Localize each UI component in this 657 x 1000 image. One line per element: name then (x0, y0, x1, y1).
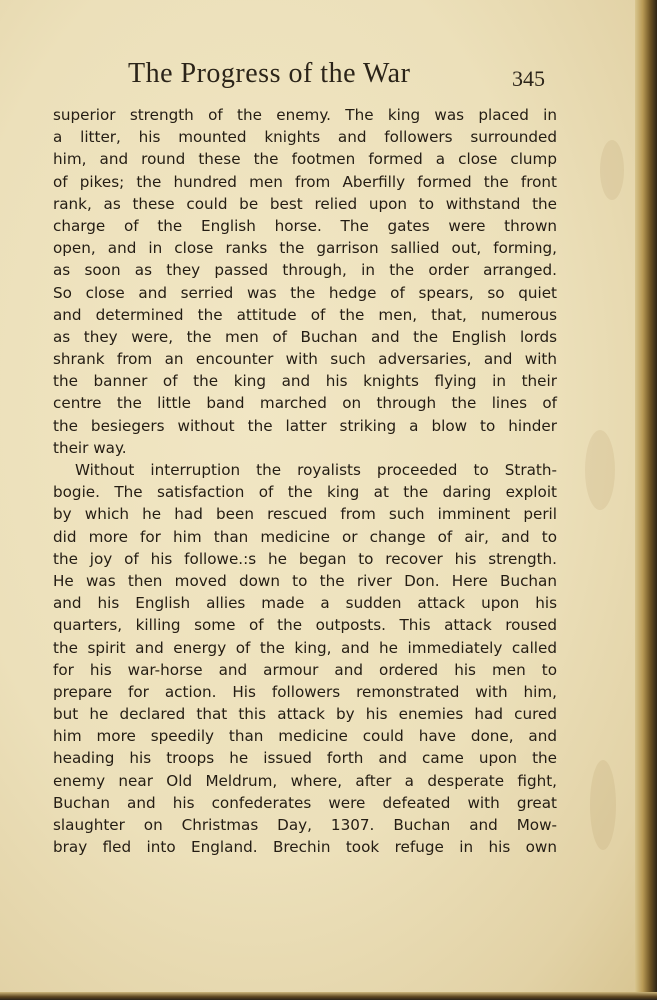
text-line: open, and in close ranks the garrison sallied out, forming, (53, 239, 557, 258)
text-line: bogie. The satisfaction of the king at the daring exploit (53, 483, 557, 502)
paper-stain (585, 430, 615, 510)
text-line: bray fled into England. Brechin took refuge in his own (53, 838, 557, 857)
paper-stain (600, 140, 624, 200)
text-line: the spirit and energy of the king, and he immediately called (53, 638, 557, 657)
text-line: Without interruption the royalists proceeded to Strath- (75, 461, 557, 479)
text-line: him, and round these the footmen formed a close clump (53, 150, 557, 169)
text-line: heading his troops he issued forth and came upon the (53, 749, 557, 768)
text-line: and his English allies made a sudden attack upon his (53, 594, 557, 613)
text-line: as they were, the men of Buchan and the English lords (53, 327, 557, 346)
text-line: charge of the English horse. The gates were thrown (53, 216, 557, 235)
paper-stain (590, 760, 616, 850)
paragraph-1 (53, 104, 557, 459)
text-line: enemy near Old Meldrum, where, after a desperate fight, (53, 771, 557, 790)
text-line: the banner of the king and his knights flying in their (53, 372, 557, 391)
text-line: centre the little band marched on through the lines of (53, 394, 557, 413)
text-line: for his war-horse and armour and ordered his men to (53, 660, 557, 679)
text-line: the besiegers without the latter striking a blow to hinder (53, 416, 557, 435)
text-line: slaughter on Christmas Day, 1307. Buchan and Mow- (53, 816, 557, 834)
bottom-edge (0, 992, 657, 1000)
text-line: quarters, killing some of the outposts. This attack roused (53, 616, 557, 635)
text-line: by which he had been rescued from such imminent peril (53, 505, 557, 524)
text-line: their way. (53, 438, 127, 457)
text-line: rank, as these could be best relied upon to withstand the (53, 194, 557, 213)
text-line: So close and serried was the hedge of spears, so quiet (53, 283, 557, 302)
text-line: Buchan and his confederates were defeated with great (53, 793, 557, 812)
text-line: He was then moved down to the river Don. Here Buchan (53, 571, 557, 590)
text-line: him more speedily than medicine could have done, and (53, 727, 557, 746)
body-text (53, 104, 557, 858)
text-line: the joy of his followe.:s he began to recover his strength. (53, 549, 557, 568)
text-line: as soon as they passed through, in the order arranged. (53, 261, 557, 280)
text-line: but he declared that this attack by his enemies had cured (53, 705, 557, 724)
text-line: a litter, his mounted knights and followers surrounded (53, 128, 557, 147)
text-line: of pikes; the hundred men from Aberfilly formed the front (53, 172, 557, 191)
running-title: The Progress of the War (128, 58, 411, 89)
text-line: prepare for action. His followers remonstrated with him, (53, 682, 557, 701)
page-header (0, 56, 640, 100)
page-number: 345 (512, 66, 545, 91)
page-edge (635, 0, 657, 1000)
text-line: and determined the attitude of the men, that, numerous (53, 305, 557, 324)
paragraph-2 (53, 459, 557, 858)
text-line: shrank from an encounter with such adversaries, and with (53, 350, 557, 369)
text-line: did more for him than medicine or change of air, and to (53, 527, 557, 546)
text-line: superior strength of the enemy. The king was placed in (53, 106, 557, 124)
